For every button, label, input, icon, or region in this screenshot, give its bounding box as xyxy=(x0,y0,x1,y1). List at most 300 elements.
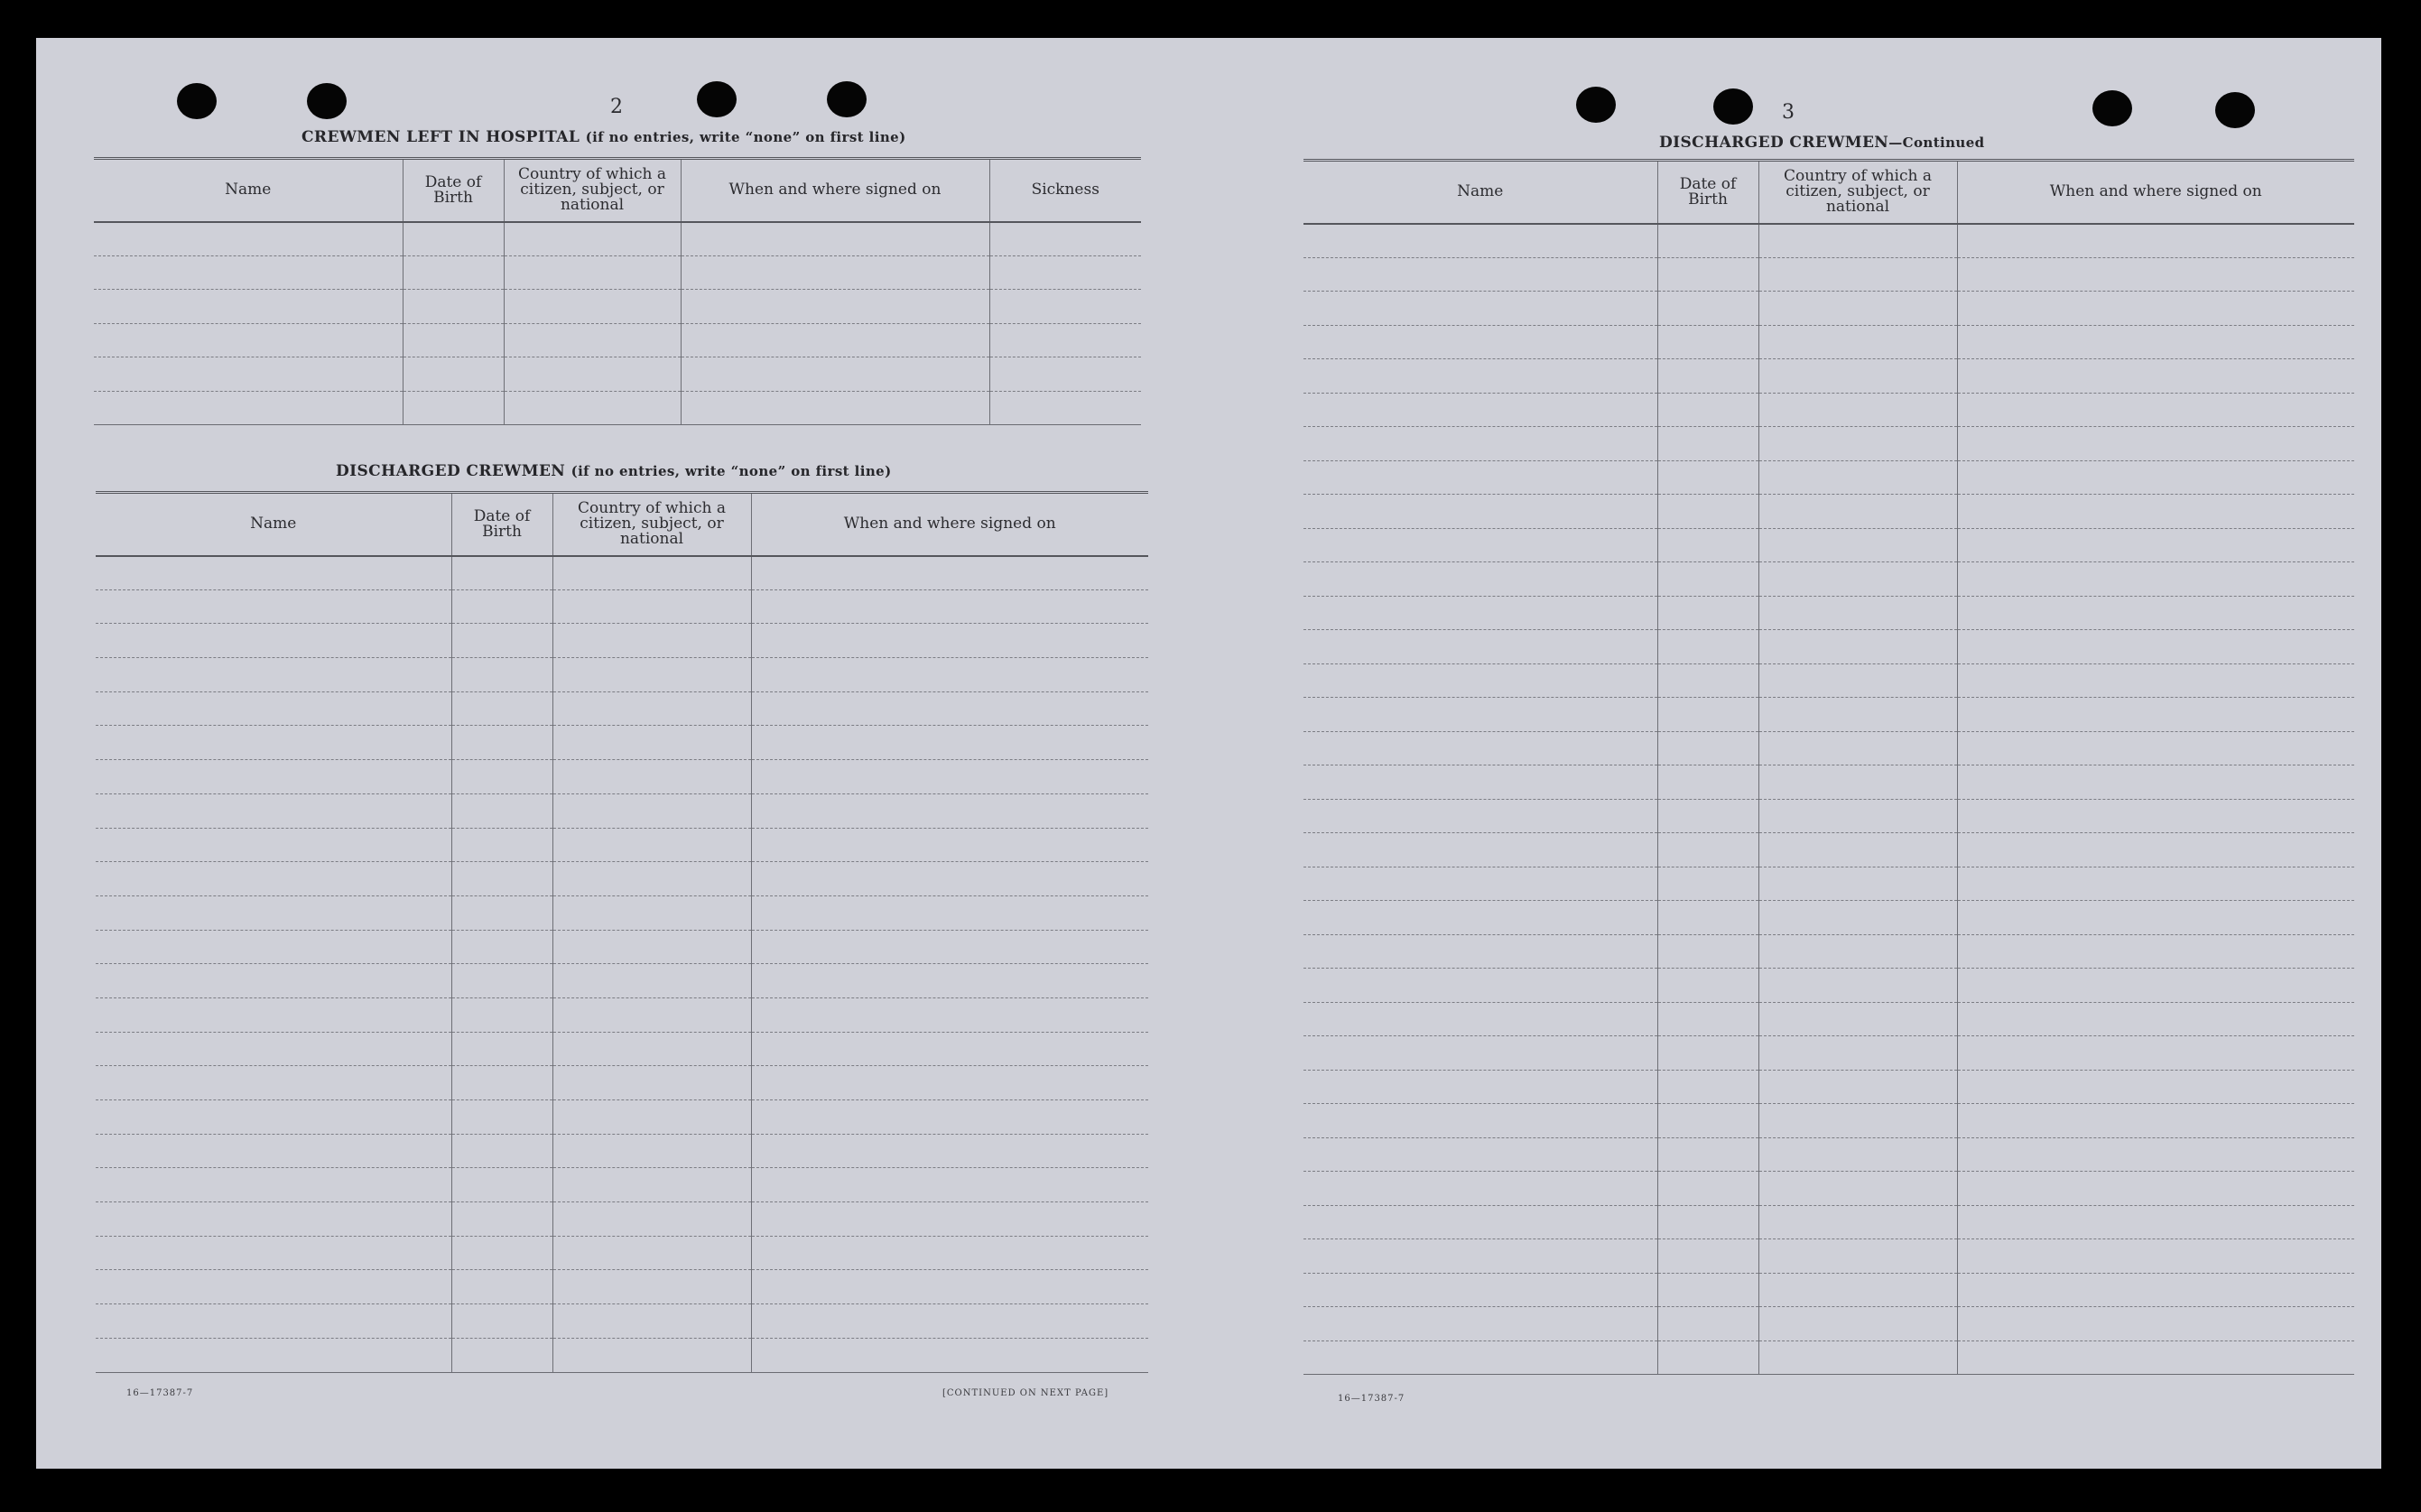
blank-entry-cell xyxy=(552,1134,751,1168)
form-code: 16—17387-7 xyxy=(126,1388,194,1398)
continued-title-suffix: —Continued xyxy=(1888,135,1985,151)
blank-entry-row xyxy=(94,357,1141,392)
blank-entry-row xyxy=(1303,731,2354,765)
blank-entry-cell xyxy=(1657,1137,1758,1172)
discharged-title-note: (if no entries, write “none” on first line) xyxy=(570,463,892,479)
hospital-title-text: CREWMEN LEFT IN HOSPITAL xyxy=(301,128,580,146)
blank-entry-cell xyxy=(1303,765,1657,800)
blank-entry-row xyxy=(1303,630,2354,664)
blank-entry-cell xyxy=(1957,1205,2354,1239)
blank-entry-cell xyxy=(504,357,681,392)
blank-entry-cell xyxy=(1957,663,2354,698)
blank-entry-cell xyxy=(1303,1239,1657,1274)
blank-entry-cell xyxy=(96,1134,451,1168)
blank-entry-cell xyxy=(96,1100,451,1135)
blank-entry-cell xyxy=(1657,1205,1758,1239)
blank-entry-cell xyxy=(1758,1239,1957,1274)
blank-entry-cell xyxy=(1957,934,2354,969)
blank-entry-row xyxy=(1303,325,2354,359)
blank-entry-cell xyxy=(751,1202,1148,1237)
blank-entry-cell xyxy=(681,222,989,256)
blank-entry-row xyxy=(1303,596,2354,630)
blank-entry-cell xyxy=(96,624,451,658)
blank-entry-cell xyxy=(1303,1070,1657,1104)
blank-entry-row xyxy=(1303,1104,2354,1138)
blank-entry-cell xyxy=(1303,1036,1657,1071)
blank-entry-cell xyxy=(681,357,989,392)
continued-title-text: DISCHARGED CREWMEN xyxy=(1659,134,1889,152)
blank-entry-cell xyxy=(451,556,552,590)
blank-entry-cell xyxy=(1303,1137,1657,1172)
hospital-title-note: (if no entries, write “none” on first line) xyxy=(585,129,906,145)
blank-entry-cell xyxy=(451,658,552,692)
blank-entry-cell xyxy=(751,658,1148,692)
blank-entry-cell xyxy=(681,391,989,425)
blank-entry-cell xyxy=(1303,867,1657,901)
blank-entry-cell xyxy=(1303,1307,1657,1341)
blank-entry-cell xyxy=(1657,1239,1758,1274)
blank-entry-cell xyxy=(681,255,989,290)
blank-entry-cell xyxy=(1303,1273,1657,1307)
continued-note: [CONTINUED ON NEXT PAGE] xyxy=(942,1388,1109,1398)
blank-entry-cell xyxy=(96,997,451,1032)
blank-entry-cell xyxy=(1758,663,1957,698)
blank-entry-cell xyxy=(1657,731,1758,765)
blank-entry-cell xyxy=(1303,292,1657,326)
blank-entry-cell xyxy=(552,589,751,624)
blank-entry-cell xyxy=(1657,257,1758,292)
blank-entry-cell xyxy=(989,323,1141,357)
blank-entry-cell xyxy=(403,222,504,256)
blank-entry-cell xyxy=(1957,257,2354,292)
blank-entry-cell xyxy=(451,793,552,828)
blank-entry-cell xyxy=(403,290,504,324)
blank-entry-cell xyxy=(1758,1070,1957,1104)
blank-entry-row xyxy=(96,828,1148,862)
blank-entry-row xyxy=(96,793,1148,828)
blank-entry-cell xyxy=(1758,359,1957,394)
blank-entry-cell xyxy=(552,930,751,964)
blank-entry-cell xyxy=(552,624,751,658)
blank-entry-row xyxy=(96,589,1148,624)
blank-entry-cell xyxy=(989,222,1141,256)
page-number: 3 xyxy=(1782,101,1795,124)
blank-entry-row xyxy=(1303,1307,2354,1341)
blank-entry-cell xyxy=(552,1202,751,1237)
blank-entry-cell xyxy=(751,589,1148,624)
blank-entry-row xyxy=(1303,867,2354,901)
blank-entry-cell xyxy=(1758,1137,1957,1172)
blank-entry-cell xyxy=(94,222,403,256)
column-header-date-of-birth: Date of Birth xyxy=(1657,161,1758,224)
blank-entry-row xyxy=(96,1100,1148,1135)
blank-entry-row xyxy=(1303,562,2354,597)
blank-entry-cell xyxy=(504,323,681,357)
blank-entry-cell xyxy=(451,997,552,1032)
continued-section-title xyxy=(1659,134,1985,152)
blank-entry-cell xyxy=(1303,1205,1657,1239)
discharged-continued-table xyxy=(1303,159,2354,1375)
column-header-country: Country of which a citizen, subject, or national xyxy=(1758,161,1957,224)
blank-entry-cell xyxy=(96,1202,451,1237)
blank-entry-cell xyxy=(1303,1002,1657,1036)
blank-entry-row xyxy=(1303,1036,2354,1071)
blank-entry-cell xyxy=(1957,1137,2354,1172)
blank-entry-cell xyxy=(96,1168,451,1202)
blank-entry-cell xyxy=(1303,1340,1657,1375)
discharged-table xyxy=(96,491,1148,1373)
blank-entry-cell xyxy=(1957,427,2354,461)
blank-entry-cell xyxy=(1957,528,2354,562)
blank-entry-cell xyxy=(1303,359,1657,394)
blank-entry-cell xyxy=(751,726,1148,760)
column-header-name: Name xyxy=(1303,161,1657,224)
form-code: 16—17387-7 xyxy=(1338,1394,1405,1404)
blank-entry-cell xyxy=(1303,393,1657,427)
blank-entry-cell xyxy=(1758,630,1957,664)
blank-entry-row xyxy=(96,1270,1148,1304)
blank-entry-cell xyxy=(96,589,451,624)
blank-entry-cell xyxy=(552,726,751,760)
column-header-sickness: Sickness xyxy=(989,159,1141,222)
blank-entry-row xyxy=(96,930,1148,964)
blank-entry-cell xyxy=(1957,969,2354,1003)
blank-entry-cell xyxy=(504,290,681,324)
blank-entry-cell xyxy=(1957,359,2354,394)
form-sheet xyxy=(36,38,2381,1469)
blank-entry-cell xyxy=(96,828,451,862)
blank-entry-cell xyxy=(403,323,504,357)
blank-entry-cell xyxy=(1957,292,2354,326)
blank-entry-cell xyxy=(552,760,751,794)
blank-entry-cell xyxy=(1758,495,1957,529)
blank-entry-cell xyxy=(1957,833,2354,867)
blank-entry-cell xyxy=(552,1032,751,1066)
blank-entry-row xyxy=(1303,1002,2354,1036)
blank-entry-cell xyxy=(403,357,504,392)
blank-entry-cell xyxy=(94,290,403,324)
blank-entry-cell xyxy=(1657,833,1758,867)
blank-entry-row xyxy=(1303,1205,2354,1239)
blank-entry-row xyxy=(96,760,1148,794)
blank-entry-cell xyxy=(1657,901,1758,935)
blank-entry-row xyxy=(94,391,1141,425)
blank-entry-cell xyxy=(1957,1036,2354,1071)
blank-entry-cell xyxy=(451,589,552,624)
blank-entry-cell xyxy=(751,1338,1148,1372)
blank-entry-cell xyxy=(1657,630,1758,664)
blank-entry-cell xyxy=(451,1100,552,1135)
blank-entry-row xyxy=(96,1066,1148,1100)
blank-entry-row xyxy=(96,691,1148,726)
blank-entry-row xyxy=(96,1168,1148,1202)
blank-entry-cell xyxy=(1758,1104,1957,1138)
blank-entry-cell xyxy=(1657,1340,1758,1375)
blank-entry-cell xyxy=(96,1236,451,1270)
blank-entry-cell xyxy=(96,964,451,998)
blank-entry-cell xyxy=(1957,224,2354,258)
column-header-name: Name xyxy=(94,159,403,222)
blank-entry-cell xyxy=(552,1236,751,1270)
blank-entry-cell xyxy=(403,255,504,290)
blank-entry-cell xyxy=(1957,325,2354,359)
blank-entry-cell xyxy=(1957,562,2354,597)
blank-entry-cell xyxy=(1657,1307,1758,1341)
blank-entry-cell xyxy=(1758,901,1957,935)
blank-entry-cell xyxy=(1758,460,1957,495)
blank-entry-cell xyxy=(96,862,451,896)
discharged-section-title xyxy=(336,462,892,480)
hospital-table xyxy=(94,157,1141,425)
blank-entry-cell xyxy=(1957,731,2354,765)
blank-entry-cell xyxy=(1957,1273,2354,1307)
left-page xyxy=(36,38,1192,1469)
blank-entry-cell xyxy=(94,255,403,290)
blank-entry-cell xyxy=(1758,528,1957,562)
column-header-date-of-birth: Date of Birth xyxy=(403,159,504,222)
blank-entry-cell xyxy=(1303,969,1657,1003)
blank-entry-row xyxy=(1303,495,2354,529)
blank-entry-cell xyxy=(1758,325,1957,359)
blank-entry-cell xyxy=(1657,1104,1758,1138)
blank-entry-cell xyxy=(552,1338,751,1372)
blank-entry-row xyxy=(1303,1340,2354,1375)
blank-entry-cell xyxy=(1303,1104,1657,1138)
blank-entry-row xyxy=(1303,359,2354,394)
blank-entry-cell xyxy=(1303,562,1657,597)
blank-entry-row xyxy=(96,997,1148,1032)
blank-entry-cell xyxy=(1657,799,1758,833)
blank-entry-cell xyxy=(552,1304,751,1339)
blank-entry-cell xyxy=(96,793,451,828)
blank-entry-cell xyxy=(751,691,1148,726)
blank-entry-cell xyxy=(989,290,1141,324)
blank-entry-cell xyxy=(1657,528,1758,562)
blank-entry-cell xyxy=(989,391,1141,425)
blank-entry-cell xyxy=(1303,833,1657,867)
blank-entry-row xyxy=(96,1032,1148,1066)
blank-entry-row xyxy=(1303,799,2354,833)
blank-entry-cell xyxy=(1758,731,1957,765)
blank-entry-cell xyxy=(552,556,751,590)
column-header-country: Country of which a citizen, subject, or national xyxy=(504,159,681,222)
blank-entry-cell xyxy=(751,997,1148,1032)
blank-entry-row xyxy=(1303,1273,2354,1307)
blank-entry-row xyxy=(1303,460,2354,495)
blank-entry-cell xyxy=(1657,393,1758,427)
blank-entry-cell xyxy=(751,1032,1148,1066)
blank-entry-row xyxy=(96,895,1148,930)
blank-entry-cell xyxy=(451,1270,552,1304)
blank-entry-cell xyxy=(96,1270,451,1304)
blank-entry-cell xyxy=(989,357,1141,392)
blank-entry-cell xyxy=(1758,867,1957,901)
blank-entry-cell xyxy=(1657,1070,1758,1104)
blank-entry-cell xyxy=(552,964,751,998)
blank-entry-row xyxy=(96,1304,1148,1339)
right-page xyxy=(1210,38,2381,1469)
blank-entry-row xyxy=(94,255,1141,290)
blank-entry-cell xyxy=(96,895,451,930)
blank-entry-row xyxy=(1303,224,2354,258)
blank-entry-cell xyxy=(552,828,751,862)
blank-entry-row xyxy=(1303,292,2354,326)
blank-entry-cell xyxy=(451,1066,552,1100)
blank-entry-cell xyxy=(751,1100,1148,1135)
blank-entry-cell xyxy=(751,624,1148,658)
blank-entry-cell xyxy=(1303,934,1657,969)
blank-entry-row xyxy=(1303,934,2354,969)
blank-entry-cell xyxy=(1758,799,1957,833)
blank-entry-cell xyxy=(1758,765,1957,800)
blank-entry-cell xyxy=(552,1168,751,1202)
hospital-section-title xyxy=(301,128,906,146)
blank-entry-cell xyxy=(751,930,1148,964)
blank-entry-row xyxy=(94,222,1141,256)
blank-entry-row xyxy=(96,1236,1148,1270)
blank-entry-cell xyxy=(751,1066,1148,1100)
blank-entry-cell xyxy=(1303,224,1657,258)
blank-entry-cell xyxy=(1957,799,2354,833)
blank-entry-cell xyxy=(1303,1172,1657,1206)
blank-entry-row xyxy=(1303,969,2354,1003)
blank-entry-cell xyxy=(1303,663,1657,698)
blank-entry-cell xyxy=(552,658,751,692)
blank-entry-cell xyxy=(1303,799,1657,833)
blank-entry-row xyxy=(1303,528,2354,562)
blank-entry-cell xyxy=(403,391,504,425)
blank-entry-cell xyxy=(1657,427,1758,461)
blank-entry-cell xyxy=(1303,427,1657,461)
blank-entry-cell xyxy=(451,1202,552,1237)
blank-entry-cell xyxy=(1657,1273,1758,1307)
blank-entry-cell xyxy=(1657,359,1758,394)
blank-entry-cell xyxy=(552,1066,751,1100)
column-header-signed-on: When and where signed on xyxy=(1957,161,2354,224)
discharged-title-text: DISCHARGED CREWMEN xyxy=(336,462,566,480)
blank-entry-cell xyxy=(1758,833,1957,867)
blank-entry-row xyxy=(96,658,1148,692)
blank-entry-cell xyxy=(451,964,552,998)
blank-entry-row xyxy=(1303,427,2354,461)
blank-entry-row xyxy=(96,964,1148,998)
blank-entry-cell xyxy=(451,828,552,862)
blank-entry-cell xyxy=(1957,1070,2354,1104)
blank-entry-cell xyxy=(751,828,1148,862)
blank-entry-cell xyxy=(1758,427,1957,461)
blank-entry-cell xyxy=(751,760,1148,794)
blank-entry-cell xyxy=(1657,1172,1758,1206)
blank-entry-cell xyxy=(1957,765,2354,800)
blank-entry-cell xyxy=(1657,224,1758,258)
blank-entry-cell xyxy=(96,1066,451,1100)
blank-entry-cell xyxy=(96,691,451,726)
blank-entry-cell xyxy=(751,1134,1148,1168)
blank-entry-cell xyxy=(1657,325,1758,359)
blank-entry-cell xyxy=(1957,596,2354,630)
blank-entry-cell xyxy=(1657,292,1758,326)
blank-entry-row xyxy=(1303,393,2354,427)
blank-entry-row xyxy=(94,323,1141,357)
blank-entry-row xyxy=(96,1202,1148,1237)
page-number: 2 xyxy=(610,96,623,118)
blank-entry-cell xyxy=(504,391,681,425)
blank-entry-cell xyxy=(1303,731,1657,765)
blank-entry-cell xyxy=(94,323,403,357)
blank-entry-cell xyxy=(96,1032,451,1066)
blank-entry-row xyxy=(96,862,1148,896)
blank-entry-cell xyxy=(751,862,1148,896)
blank-entry-cell xyxy=(1657,495,1758,529)
blank-entry-cell xyxy=(96,1304,451,1339)
blank-entry-cell xyxy=(1657,663,1758,698)
blank-entry-cell xyxy=(1957,1104,2354,1138)
blank-entry-cell xyxy=(1303,460,1657,495)
blank-entry-cell xyxy=(1758,224,1957,258)
blank-entry-cell xyxy=(751,1236,1148,1270)
blank-entry-row xyxy=(96,726,1148,760)
blank-entry-cell xyxy=(1657,596,1758,630)
blank-entry-cell xyxy=(1303,495,1657,529)
blank-entry-cell xyxy=(1657,698,1758,732)
blank-entry-cell xyxy=(1303,630,1657,664)
blank-entry-cell xyxy=(552,691,751,726)
blank-entry-cell xyxy=(751,1270,1148,1304)
blank-entry-cell xyxy=(96,556,451,590)
blank-entry-cell xyxy=(751,793,1148,828)
blank-entry-row xyxy=(1303,698,2354,732)
blank-entry-cell xyxy=(1758,1172,1957,1206)
blank-entry-cell xyxy=(1758,1307,1957,1341)
blank-entry-cell xyxy=(96,930,451,964)
blank-entry-cell xyxy=(751,895,1148,930)
blank-entry-row xyxy=(1303,901,2354,935)
blank-entry-row xyxy=(96,1134,1148,1168)
column-header-date-of-birth: Date of Birth xyxy=(451,493,552,556)
blank-entry-cell xyxy=(1303,528,1657,562)
blank-entry-cell xyxy=(1957,698,2354,732)
blank-entry-row xyxy=(1303,1172,2354,1206)
blank-entry-cell xyxy=(552,862,751,896)
blank-entry-cell xyxy=(681,323,989,357)
blank-entry-cell xyxy=(751,1168,1148,1202)
blank-entry-cell xyxy=(451,624,552,658)
blank-entry-cell xyxy=(1957,901,2354,935)
blank-entry-cell xyxy=(1758,257,1957,292)
blank-entry-cell xyxy=(1657,867,1758,901)
blank-entry-cell xyxy=(1657,934,1758,969)
blank-entry-cell xyxy=(451,691,552,726)
blank-entry-cell xyxy=(451,1304,552,1339)
blank-entry-cell xyxy=(451,895,552,930)
blank-entry-cell xyxy=(1758,1205,1957,1239)
blank-entry-cell xyxy=(1957,1340,2354,1375)
blank-entry-cell xyxy=(1758,698,1957,732)
blank-entry-cell xyxy=(1957,460,2354,495)
blank-entry-cell xyxy=(1957,630,2354,664)
blank-entry-cell xyxy=(451,930,552,964)
blank-entry-row xyxy=(1303,833,2354,867)
blank-entry-cell xyxy=(552,1100,751,1135)
blank-entry-row xyxy=(96,624,1148,658)
blank-entry-cell xyxy=(96,726,451,760)
blank-entry-cell xyxy=(451,1032,552,1066)
blank-entry-cell xyxy=(451,726,552,760)
blank-entry-cell xyxy=(1657,1002,1758,1036)
blank-entry-cell xyxy=(1303,901,1657,935)
blank-entry-cell xyxy=(1657,460,1758,495)
blank-entry-cell xyxy=(1758,393,1957,427)
